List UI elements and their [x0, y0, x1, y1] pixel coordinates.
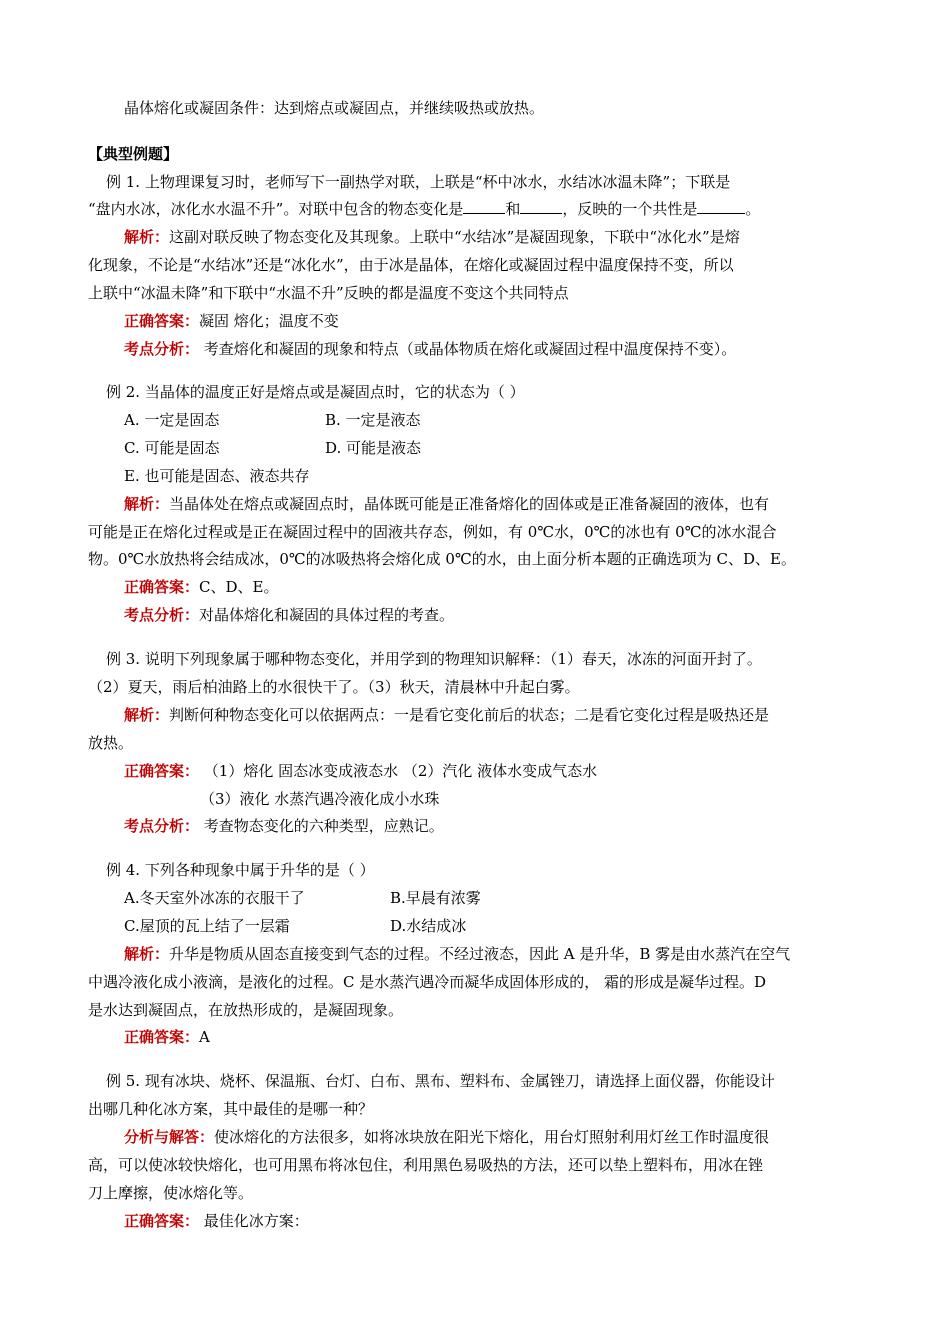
ex4-option-a: A.冬天室外冰冻的衣服干了: [124, 889, 305, 907]
ex1-blank-2: [520, 199, 562, 214]
ex1-point-label: 考点分析：: [124, 340, 200, 358]
ex3-point-line: [124, 816, 444, 836]
ex1-answer-line: [124, 311, 339, 331]
ex1-analysis-label: 解析：: [124, 228, 170, 246]
ex5-analysis-label: 分析与解答：: [124, 1128, 215, 1146]
ex4-analysis-line3: 是水达到凝固点，在放热形成的，是凝固现象。: [88, 1001, 404, 1019]
ex3-answer-text-1: （1）熔化 固态冰变成液态水 （2）汽化 液体水变成气态水: [199, 762, 598, 780]
ex4-option-d: D.水结成冰: [390, 917, 467, 935]
ex2-option-b: B. 一定是液态: [325, 411, 421, 429]
section-title: 【典型例题】: [88, 145, 179, 163]
ex1-question-text-b: 和: [505, 200, 521, 218]
ex3-answer-line1: [124, 761, 597, 781]
ex3-question-line2: （2）夏天，雨后柏油路上的水很快干了。（3）秋天，清晨林中升起白雾。: [88, 678, 580, 696]
ex4-option-b: B.早晨有浓雾: [390, 889, 481, 907]
ex1-blank-3: [697, 199, 745, 214]
ex1-answer-text: 凝固 熔化；温度不变: [199, 312, 339, 330]
ex5-question-line1: 例 5. 现有冰块、烧杯、保温瓶、台灯、白布、黑布、塑料布、金属锉刀，请选择上面仪器，你能设计: [106, 1072, 775, 1090]
ex4-analysis-line2: 中遇冷液化成小液滴，是液化的过程。C 是水蒸汽遇冷而凝华成固体形成的， 霜的形成是凝华过程。D: [88, 973, 767, 991]
ex2-point-text: 对晶体熔化和凝固的具体过程的考查。: [199, 606, 455, 624]
ex5-answer-label: 正确答案：: [124, 1212, 200, 1230]
ex4-answer-text: A: [199, 1028, 210, 1046]
ex2-answer-text: C、D、E。: [199, 578, 279, 596]
ex2-option-e: E. 也可能是固态、液态共存: [124, 467, 310, 485]
ex1-question-line1: 例 1. 上物理课复习时，老师写下一副热学对联，上联是“杯中冰水，水结冰冰温未降”；下联是: [106, 173, 731, 191]
ex1-question-line2: [88, 199, 760, 219]
ex4-analysis-label: 解析：: [124, 945, 170, 963]
ex4-question: 例 4. 下列各种现象中属于升华的是（ ）: [106, 861, 375, 879]
ex4-answer-line: [124, 1027, 210, 1047]
ex1-analysis-line3: 上联中“冰温未降”和下联中“水温不升”反映的都是温度不变这个共同特点: [88, 284, 569, 302]
ex3-analysis-line2: 放热。: [88, 734, 134, 752]
ex3-analysis-line1: [124, 705, 769, 725]
intro-text: 晶体熔化或凝固条件：达到熔点或凝固点，并继续吸热或放热。: [124, 99, 545, 117]
ex2-analysis-text-1: 当晶体处在熔点或凝固点时，晶体既可能是正准备熔化的固体或是正准备凝固的液体，也有: [169, 495, 770, 513]
ex2-option-c: C. 可能是固态: [124, 439, 220, 457]
ex2-option-a: A. 一定是固态: [124, 411, 220, 429]
ex2-analysis-line3: 物。0℃水放热将会结成冰，0℃的冰吸热将会熔化成 0℃的水，由上面分析本题的正确选项为 C、D、E。: [88, 550, 796, 568]
ex3-answer-line2: （3）液化 水蒸汽遇冷液化成小水珠: [200, 790, 440, 808]
ex3-point-text: 考查物态变化的六种类型，应熟记。: [199, 817, 444, 835]
ex2-analysis-line2: 可能是正在熔化过程或是正在凝固过程中的固液共存态，例如，有 0℃水，0℃的冰也有 0℃的冰水混合: [88, 523, 777, 541]
ex1-point-line: [124, 339, 736, 359]
ex1-question-text-c: ，反映的一个共性是: [562, 200, 698, 218]
ex5-answer-line: [124, 1211, 309, 1231]
ex1-answer-label: 正确答案：: [124, 312, 200, 330]
ex1-analysis-line1: [124, 227, 740, 247]
ex5-analysis-line3: 刀上摩擦，使冰熔化等。: [88, 1184, 254, 1202]
ex4-analysis-text-1: 升华是物质从固态直接变到气态的过程。不经过液态，因此 A 是升华，B 雾是由水蒸汽在空气: [169, 945, 791, 963]
ex5-answer-text: 最佳化冰方案：: [199, 1212, 309, 1230]
ex3-analysis-text-1: 判断何种物态变化可以依据两点：一是看它变化前后的状态；二是看它变化过程是吸热还是: [169, 706, 770, 724]
ex5-analysis-text-1: 使冰熔化的方法很多，如将冰块放在阳光下熔化，用台灯照射利用灯丝工作时温度很: [214, 1128, 770, 1146]
ex3-question-line1: 例 3. 说明下列现象属于哪种物态变化，并用学到的物理知识解释：（1）春天，冰冻的河面开封了。: [106, 650, 762, 668]
ex3-point-label: 考点分析：: [124, 817, 200, 835]
ex4-answer-label: 正确答案：: [124, 1028, 200, 1046]
ex5-question-line2: 出哪几种化冰方案，其中最佳的是哪一种？: [88, 1100, 374, 1118]
ex2-question: 例 2. 当晶体的温度正好是熔点或是凝固点时，它的状态为（ ）: [106, 383, 525, 401]
ex1-point-text: 考查熔化和凝固的现象和特点（或晶体物质在熔化或凝固过程中温度保持不变）。: [199, 340, 737, 358]
ex1-question-text-d: 。: [745, 200, 761, 218]
ex5-analysis-line1: [124, 1127, 769, 1147]
ex3-analysis-label: 解析：: [124, 706, 170, 724]
ex1-analysis-text-1: 这副对联反映了物态变化及其现象。上联中“水结冰”是凝固现象，下联中“冰化水”是熔: [169, 228, 740, 246]
ex1-blank-1: [463, 199, 505, 214]
ex2-option-d: D. 可能是液态: [325, 439, 422, 457]
ex2-analysis-line1: [124, 494, 769, 514]
ex4-analysis-line1: [124, 944, 790, 964]
ex3-answer-label: 正确答案：: [124, 762, 200, 780]
ex2-answer-label: 正确答案：: [124, 578, 200, 596]
ex2-analysis-label: 解析：: [124, 495, 170, 513]
ex2-options-row1: [124, 410, 219, 430]
ex2-point-line: [124, 605, 454, 625]
ex2-point-label: 考点分析：: [124, 606, 200, 624]
ex2-answer-line: [124, 577, 278, 597]
ex4-option-c: C.屋顶的瓦上结了一层霜: [124, 917, 290, 935]
ex1-question-text-a: “盘内水冰，冰化水水温不升”。对联中包含的物态变化是: [88, 200, 464, 218]
ex5-analysis-line2: 高，可以使冰较快熔化，也可用黑布将冰包住，利用黑色易吸热的方法，还可以垫上塑料布，用冰在锉: [88, 1156, 764, 1174]
ex1-analysis-line2: 化现象，不论是“水结冰”还是“冰化水”，由于冰是晶体，在熔化或凝固过程中温度保持不变，所以: [88, 256, 734, 274]
